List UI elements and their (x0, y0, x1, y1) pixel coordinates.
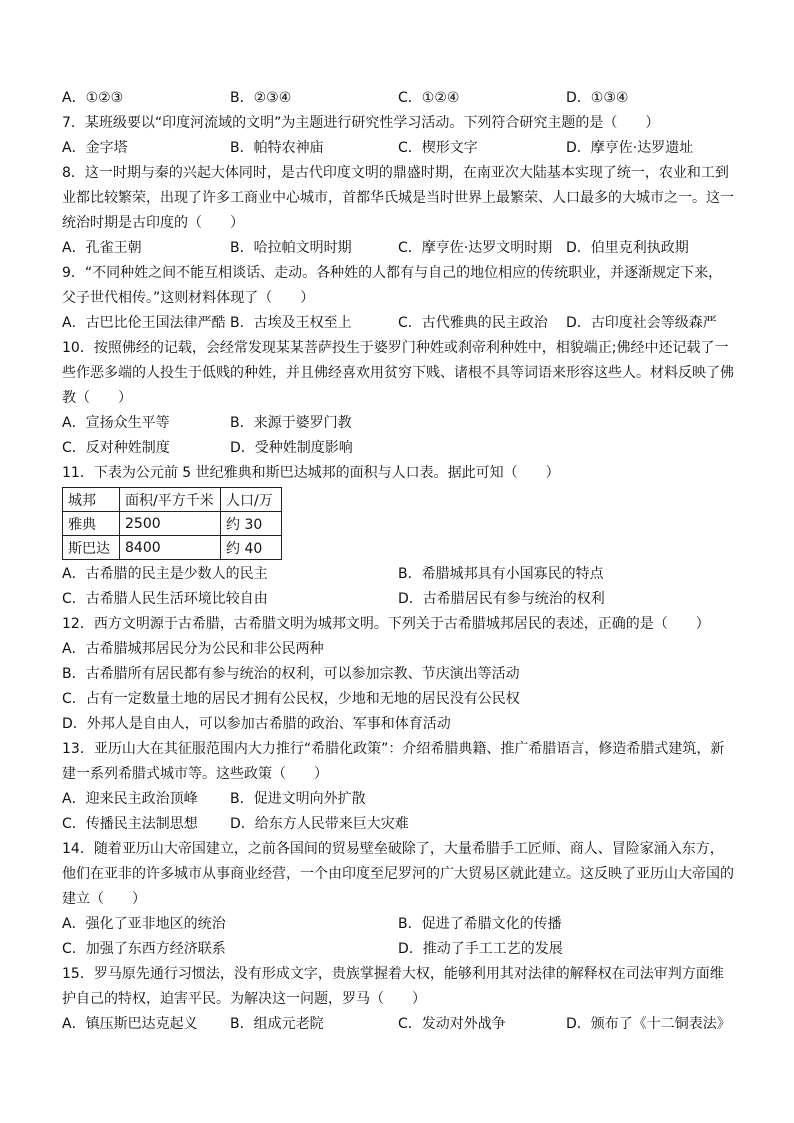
q9-option-a[interactable]: A．古巴比伦王国法律严酷 (62, 315, 226, 331)
q10-option-b[interactable]: B．来源于婆罗门教 (230, 415, 352, 431)
q7-option-d[interactable]: D．摩亨佐·达罗遗址 (566, 140, 694, 156)
q15-option-b[interactable]: B．组成元老院 (230, 1016, 324, 1032)
table-cell: 约 30 (221, 512, 282, 536)
q6-option-b[interactable]: B．②③④ (230, 90, 292, 106)
q14-stem: 14．随着亚历山大帝国建立，之前各国间的贸易壁垒破除了，大量希腊手工匠师、商人、冒险家涌入东方，他们在亚非的许多城市从事商业经营，一个由印度至尼罗河的广大贸易区就此建立。这反映了亚历山大帝国的建立（ ） (62, 841, 734, 907)
q14-options-row2 (62, 937, 734, 962)
q10-stem: 10．按照佛经的记载，会经常发现某某菩萨投生于婆罗门种姓或刹帝利种姓中，相貌端正;佛经中还记载了一些作恶多端的人投生于低贱的种姓，并且佛经喜欢用贫穷下贱、诸根不具等词语来形容这些人。材料反映了佛教（ ） (62, 340, 734, 406)
q7-option-a[interactable]: A．金字塔 (62, 140, 128, 156)
table-header-cell: 人口/万 (221, 488, 282, 512)
q10-option-d[interactable]: D．受种姓制度影响 (230, 440, 353, 456)
table-cell: 2500 (120, 512, 221, 536)
q13-option-b[interactable]: B．促进文明向外扩散 (230, 791, 366, 807)
q6-option-a[interactable]: A．①②③ (62, 90, 124, 106)
q7-option-b[interactable]: B．帕特农神庙 (230, 140, 324, 156)
q15-option-c[interactable]: C．发动对外战争 (398, 1016, 506, 1032)
q12-stem: 12．西方文明源于古希腊，古希腊文明为城邦文明。下列关于古希腊城邦居民的表述，正确的是（ ） (62, 616, 710, 632)
q12-option-c[interactable]: C．占有一定数量土地的居民才拥有公民权，少地和无地的居民没有公民权 (62, 691, 520, 707)
q10-options-row1 (62, 411, 734, 436)
q14-option-a[interactable]: A．强化了亚非地区的统治 (62, 916, 226, 932)
table-header-cell: 面积/平方千米 (120, 488, 221, 512)
q10-option-a[interactable]: A．宣扬众生平等 (62, 415, 170, 431)
q13-options-row2 (62, 812, 734, 837)
q11-options-row2 (62, 587, 734, 612)
q12-option-a[interactable]: A．古希腊城邦居民分为公民和非公民两种 (62, 641, 324, 657)
q11-option-b[interactable]: B．希腊城邦具有小国寡民的特点 (398, 566, 604, 582)
q9-stem: 9．“不同种姓之间不能互相谈话、走动。各种姓的人都有与自己的地位相应的传统职业，并逐渐规定下来，父子世代相传。”这则材料体现了（ ） (62, 265, 723, 306)
q7-option-c[interactable]: C．楔形文字 (398, 140, 478, 156)
table-cell: 约 40 (221, 536, 282, 560)
q12-option-b[interactable]: B．古希腊所有居民都有参与统治的权利，可以参加宗教、节庆演出等活动 (62, 666, 520, 682)
q10-option-c[interactable]: C．反对种姓制度 (62, 440, 170, 456)
table-row (63, 536, 282, 560)
table-row (63, 512, 282, 536)
q8-option-d[interactable]: D．伯里克利执政期 (566, 240, 689, 256)
q6-option-d[interactable]: D．①③④ (566, 90, 629, 106)
q10-options-row2 (62, 436, 734, 461)
q11-stem: 11．下表为公元前 5 世纪雅典和斯巴达城邦的面积与人口表。据此可知（ ） (62, 465, 560, 481)
q13-options-row1 (62, 787, 734, 812)
q14-option-c[interactable]: C．加强了东西方经济联系 (62, 941, 226, 957)
q11-table (62, 487, 282, 560)
q7-options (62, 136, 734, 161)
q6-options (62, 86, 734, 111)
q8-option-b[interactable]: B．哈拉帕文明时期 (230, 240, 352, 256)
q13-option-a[interactable]: A．迎来民主政治顶峰 (62, 791, 198, 807)
q9-option-d[interactable]: D．古印度社会等级森严 (566, 315, 717, 331)
q15-option-d[interactable]: D．颁布了《十二铜表法》 (566, 1016, 731, 1032)
q11-option-a[interactable]: A．古希腊的民主是少数人的民主 (62, 566, 268, 582)
q8-option-a[interactable]: A．孔雀王朝 (62, 240, 142, 256)
q12-option-d[interactable]: D．外邦人是自由人，可以参加古希腊的政治、军事和体育活动 (62, 716, 451, 732)
q13-option-c[interactable]: C．传播民主法制思想 (62, 816, 198, 832)
table-cell: 雅典 (63, 512, 120, 536)
table-header-row (63, 488, 282, 512)
q14-options-row1 (62, 912, 734, 937)
table-header-cell: 城邦 (63, 488, 120, 512)
q13-option-d[interactable]: D．给东方人民带来巨大灾难 (230, 816, 409, 832)
question-list (62, 86, 734, 1037)
q15-options (62, 1012, 734, 1037)
q8-options (62, 236, 734, 261)
q9-options (62, 311, 734, 336)
table-cell: 斯巴达 (63, 536, 120, 560)
table-cell: 8400 (120, 536, 221, 560)
q15-option-a[interactable]: A．镇压斯巴达克起义 (62, 1016, 198, 1032)
q9-option-c[interactable]: C．古代雅典的民主政治 (398, 315, 548, 331)
q11-option-d[interactable]: D．古希腊居民有参与统治的权利 (398, 591, 605, 607)
q6-option-c[interactable]: C．①②④ (398, 90, 460, 106)
q13-stem: 13．亚历山大在其征服范围内大力推行“希腊化政策”：介绍希腊典籍、推广希腊语言，修造希腊式建筑，新建一系列希腊式城市等。这些政策（ ） (62, 741, 725, 782)
q8-stem: 8．这一时期与秦的兴起大体同时，是古代印度文明的鼎盛时期，在南亚次大陆基本实现了统一，农业和工到业都比较繁荣，出现了许多工商业中心城市，首都华氏城是当时世界上最繁荣、人口最多的大城市之一。这一统治时期是古印度的（ ） (62, 165, 734, 231)
q7-stem: 7．某班级要以“印度河流域的文明”为主题进行研究性学习活动。下列符合研究主题的是（ ） (62, 115, 660, 131)
q11-option-c[interactable]: C．古希腊人民生活环境比较自由 (62, 591, 268, 607)
q8-option-c[interactable]: C．摩亨佐·达罗文明时期 (398, 240, 553, 256)
q14-option-b[interactable]: B．促进了希腊文化的传播 (398, 916, 562, 932)
q14-option-d[interactable]: D．推动了手工工艺的发展 (398, 941, 563, 957)
q11-options-row1 (62, 562, 734, 587)
q15-stem: 15．罗马原先通行习惯法，没有形成文字，贵族掌握着大权，能够利用其对法律的解释权在司法审判方面维护自己的特权，迫害平民。为解决这一问题，罗马（ ） (62, 966, 724, 1007)
q9-option-b[interactable]: B．古埃及王权至上 (230, 315, 352, 331)
